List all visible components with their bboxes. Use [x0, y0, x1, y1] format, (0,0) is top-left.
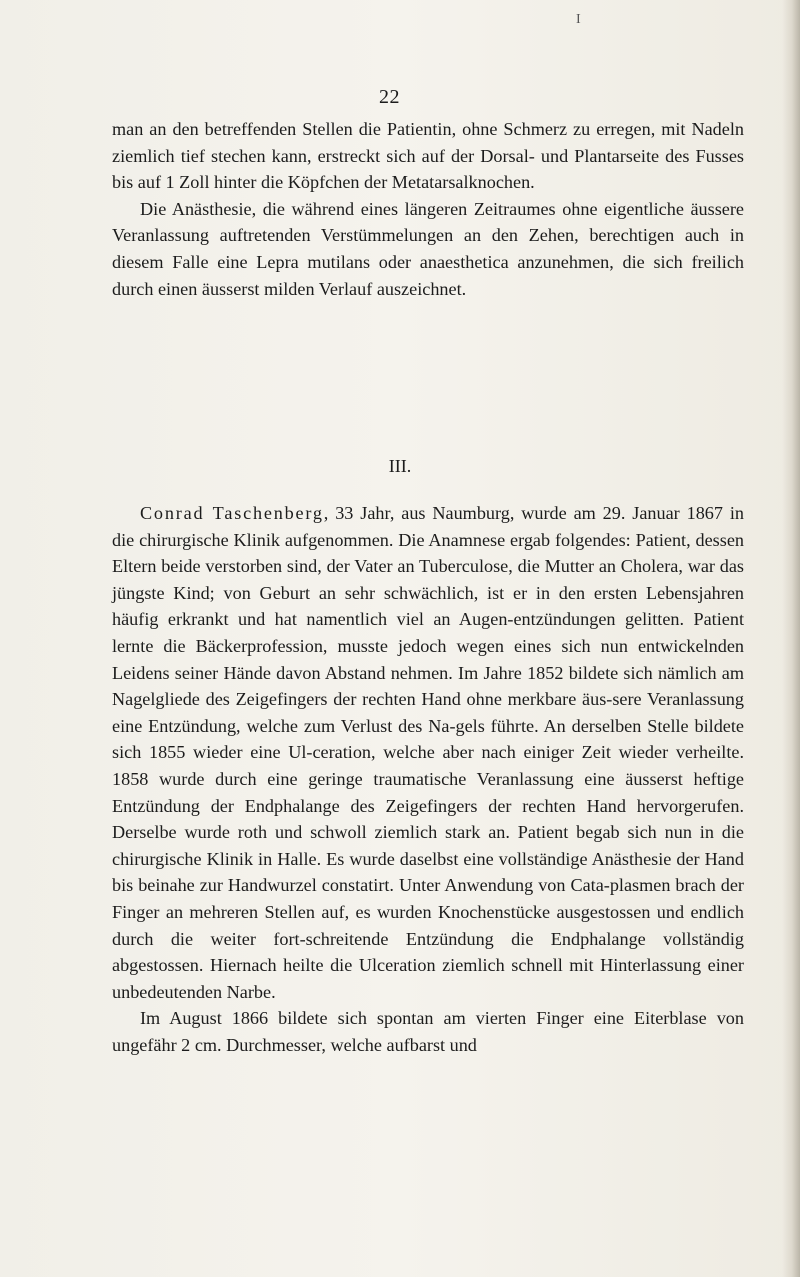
patient-name: Conrad Taschenberg [140, 503, 324, 523]
section-heading: III. [388, 456, 412, 476]
paragraph-2: Die Anästhesie, die während eines längeren Zeitraumes ohne eigentliche äussere Veranlassung auftretenden Verstümmelungen an den Zehen, berechtigen auch in diesem Falle eine Lepra mutilans oder anaesthetica anzunehmen, die sich freilich durch einen äusserst milden Verlauf auszeichnet. [112, 198, 744, 299]
page-edge-shadow [782, 0, 800, 1277]
case-text: , 33 Jahr, aus Naumburg, wurde am 29. Januar 1867 in die chirurgische Klinik aufgenommen. Die Anamnese ergab folgendes: Patient, dessen Eltern beide verstorben sind, der Vater an Tuberculose, die Mutter an Cholera, war das jüngste Kind; von Geburt an sehr schwächlich, ist er in den ersten Lebensjahren häufig erkrankt und hat namentlich viel an Augen-entzündungen gelitten. Patient lernte die Bäckerprofession, musste jedoch wegen eines sich nun entwickelnden Leidens seiner Hände davon Abstand nehmen. Im Jahre 1852 bildete sich nämlich am Nagelgliede des Zeigefingers der rechten Hand ohne merkbare äus-sere Veranlassung eine Entzündung, welche zum Verlust des Na-gels führte. An derselben Stelle bildete sich 1855 wieder eine Ul-ceration, welche aber nach einiger Zeit wieder verheilte. 1858 wurde durch eine geringe traumatische Veranlassung eine äusserst heftige Entzündung der Endphalange des Zeigefingers der rechten Hand hervorgerufen. Derselbe wurde roth und schwoll ziemlich stark an. Patient begab sich nun in die chirurgische Klinik in Halle. Es wurde daselbst eine vollständige Anästhesie der Hand bis beinahe zur Handwurzel constatirt. Unter Anwendung von Cata-plasmen brach der Finger an mehreren Stellen auf, es wurden Knochenstücke ausgestossen und endlich durch die weiter fort-schreitende Entzündung die Endphalange vollständig abgestossen. Hiernach heilte die Ulceration ziemlich schnell mit Hinterlassung einer unbedeutenden Narbe. [112, 503, 744, 1002]
last-paragraph: Im August 1866 bildete sich spontan am vierten Finger eine Eiterblase von ungefähr 2 cm. Durchmesser, welche aufbarst und [112, 1008, 744, 1055]
case-paragraph [112, 500, 744, 1005]
top-text-block [112, 116, 744, 302]
case-text-block [112, 500, 744, 1058]
top-mark: I [576, 12, 581, 27]
paragraph-1: man an den betreffenden Stellen die Patientin, ohne Schmerz zu erregen, mit Nadeln ziemlich tief stechen kann, erstreckt sich auf der Dorsal- und Plantarseite des Fusses bis auf 1 Zoll hinter die Köpfchen der Metatarsalknochen. [112, 119, 744, 193]
page-number: 22 [379, 86, 400, 108]
